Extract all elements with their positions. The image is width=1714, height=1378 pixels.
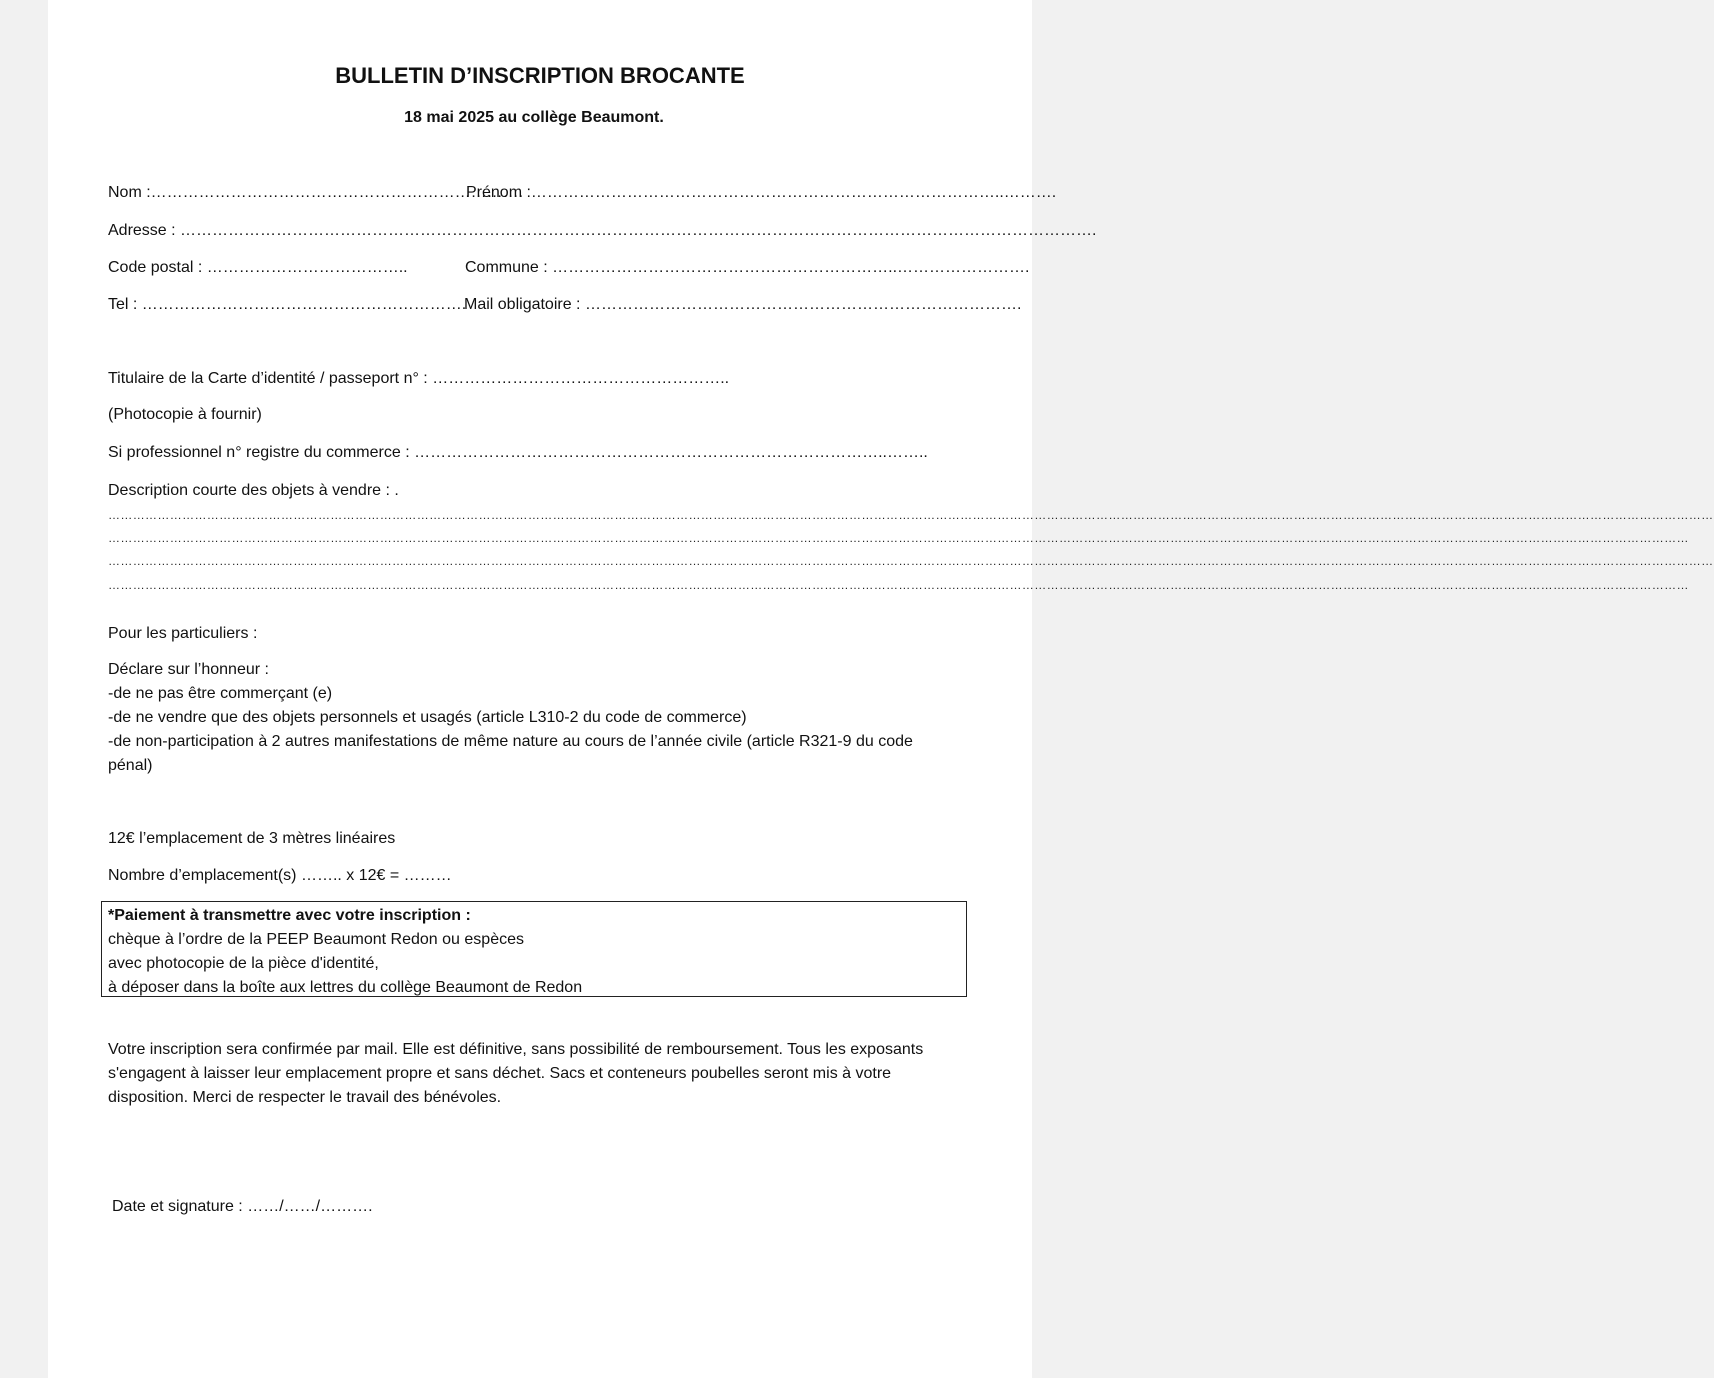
field-nombre-emplacements[interactable]: Nombre d’emplacement(s) …….. x 12€ = ……… [108, 867, 452, 884]
declaration-item: -de non-participation à 2 autres manifestations de même nature au cours de l’année civile (article R321-9 du code [108, 733, 913, 750]
payment-line: avec photocopie de la pièce d'identité, [108, 955, 379, 972]
confirmation-line: disposition. Merci de respecter le travail des bénévoles. [108, 1089, 502, 1106]
description-line[interactable]: ………………………………………………………………………………………………………………………………………………………………………………………………………………………………………………………………………………………………………………………………………………………… [108, 508, 1714, 522]
declaration-item: -de ne pas être commerçant (e) [108, 685, 333, 702]
document-title: BULLETIN D’INSCRIPTION BROCANTE [335, 63, 745, 88]
payment-line: à déposer dans la boîte aux lettres du collège Beaumont de Redon [108, 979, 583, 996]
declaration-block [108, 658, 913, 778]
field-date-signature[interactable]: Date et signature : ……/……/………. [112, 1198, 373, 1215]
field-tel[interactable]: Tel : ……………………………………………………. [108, 296, 467, 313]
description-line[interactable]: ………………………………………………………………………………………………………………………………………………………………………………………………………………………………………………………………………………………………………………………………………………………… [108, 554, 1714, 568]
document-page [48, 0, 1714, 1378]
declaration-heading: Déclare sur l’honneur : [108, 661, 269, 678]
particuliers-heading: Pour les particuliers : [108, 625, 258, 642]
confirmation-line: Votre inscription sera confirmée par mail. Elle est définitive, sans possibilité de remboursement. Tous les exposants [108, 1041, 924, 1058]
description-line[interactable]: …………………………………………………………………………………………………………………………………………………………………………………………………………………………………………………………………………………………………………………………………………………… [108, 578, 1689, 592]
description-line[interactable]: …………………………………………………………………………………………………………………………………………………………………………………………………………………………………………………………………………………………………………………………………………………… [108, 531, 1689, 545]
confirmation-line: s'engagent à laisser leur emplacement propre et sans déchet. Sacs et conteneurs poubelles seront mis à votre [108, 1065, 892, 1082]
confirmation-paragraph [108, 1038, 923, 1110]
payment-box [101, 901, 967, 997]
declaration-item: pénal) [108, 757, 153, 774]
field-commune[interactable]: Commune : ………………………………………………………..……………………. [465, 259, 1030, 276]
field-mail[interactable]: Mail obligatoire : ………………………………………………………………………. [464, 296, 1022, 313]
document-subtitle: 18 mai 2025 au collège Beaumont. [404, 109, 664, 126]
description-label: Description courte des objets à vendre : . [108, 482, 399, 499]
price-line: 12€ l’emplacement de 3 mètres linéaires [108, 830, 396, 847]
field-code-postal[interactable]: Code postal : ……………………………….. [108, 259, 408, 276]
declaration-item: -de ne vendre que des objets personnels et usagés (article L310-2 du code de commerce) [108, 709, 747, 726]
field-adresse[interactable]: Adresse : ………………………………………………………………………………………………………………………………………………………. [108, 222, 1097, 239]
field-carte-identite[interactable]: Titulaire de la Carte d’identité / passeport n° : ……………………………………………….. [108, 370, 730, 387]
field-registre-commerce[interactable]: Si professionnel n° registre du commerce : ……………………………………………………………………………..…….. [108, 444, 928, 461]
field-prenom[interactable]: Prénom :……………………………………………………………………………..………. [466, 184, 1057, 201]
payment-heading: *Paiement à transmettre avec votre inscription : [108, 907, 471, 924]
photocopie-note: (Photocopie à fournir) [108, 406, 262, 423]
field-nom[interactable]: Nom :……………………………………………………………. [108, 184, 524, 201]
payment-line: chèque à l’ordre de la PEEP Beaumont Redon ou espèces [108, 931, 524, 948]
